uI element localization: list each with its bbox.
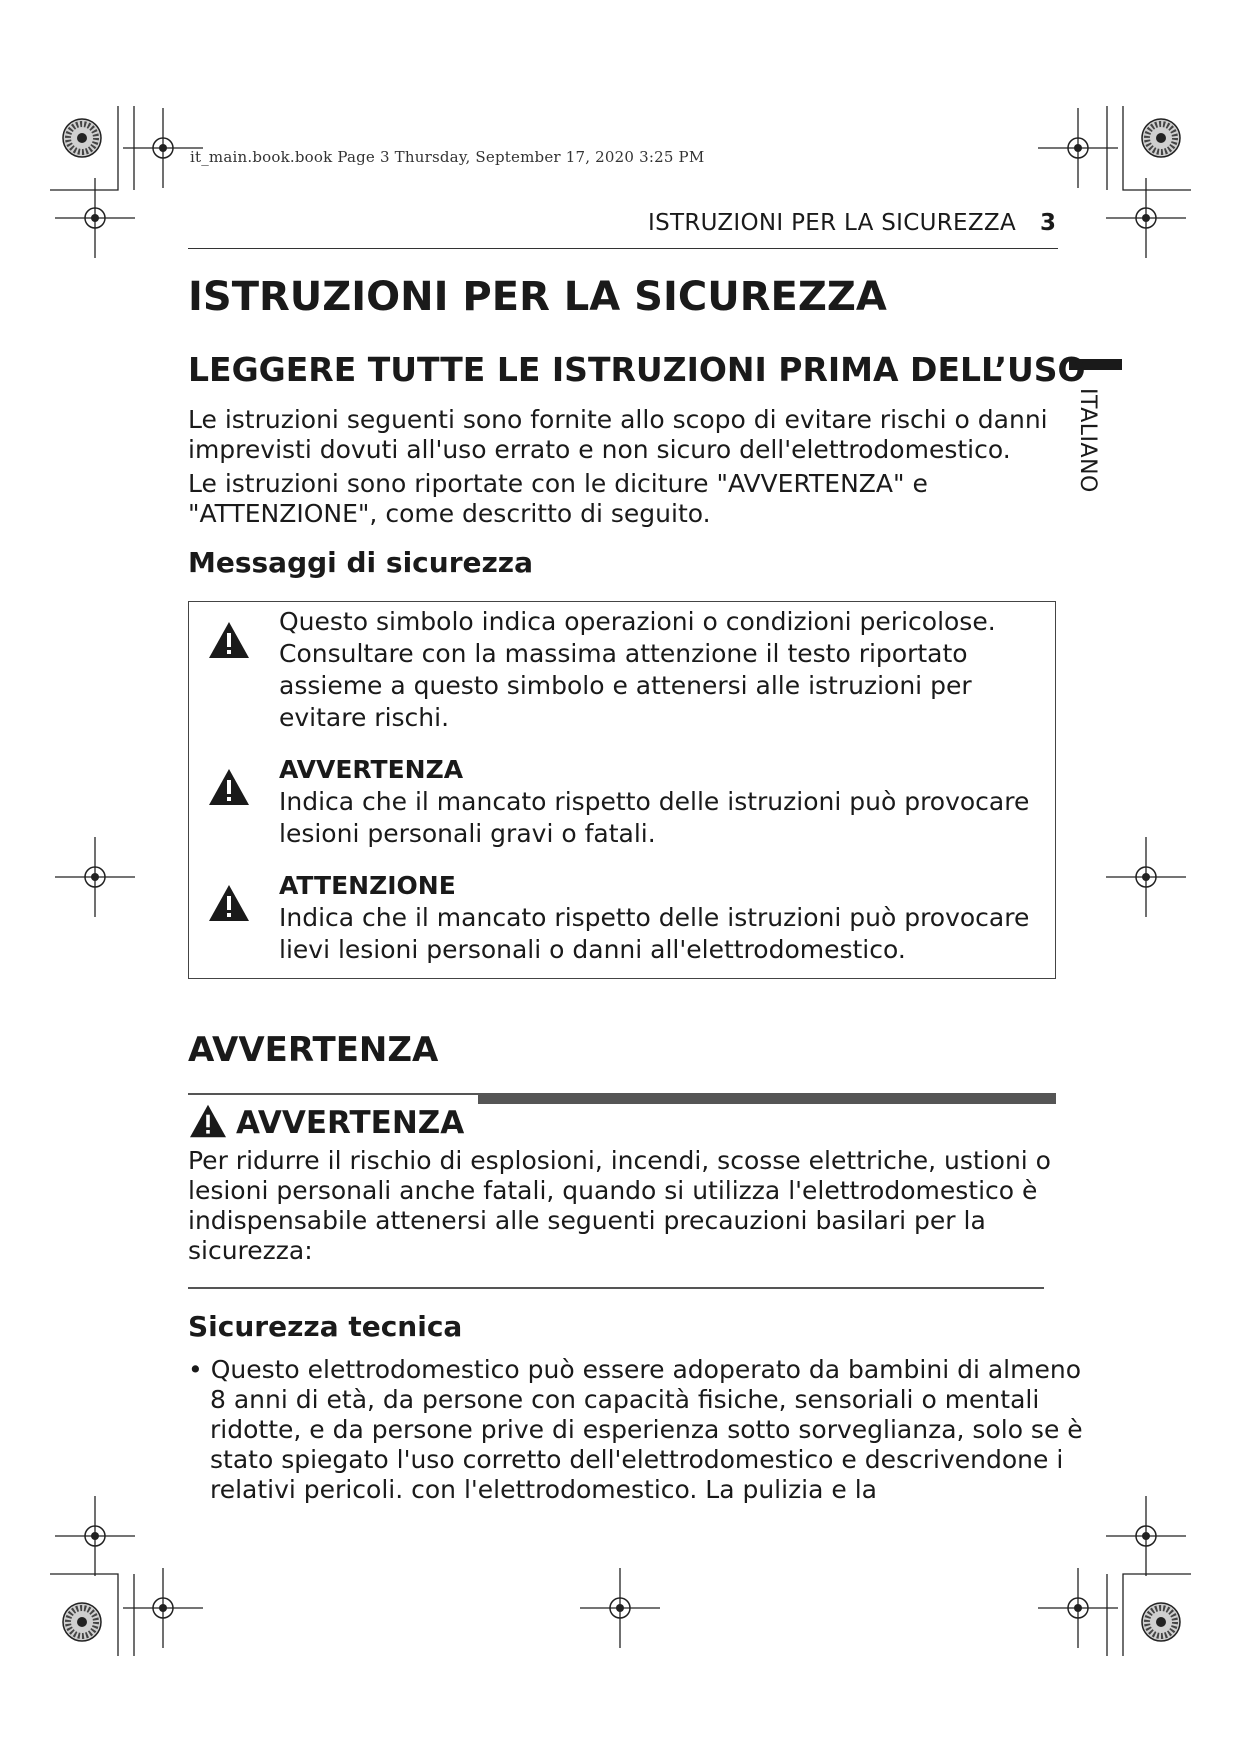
technical-safety-bullet: • Questo elettrodomestico può essere adoperato da bambini di almeno 8 anni di età, da persone con capacità fisiche, sensoriali o mentali ridotte, e da persone prive di esperienza sotto sorveglianza, solo se è stato spiegato l'uso corretto dell'elettrodomestico e descrivendone i relativi pericoli. con l'elettrodomestico. La pulizia e la: [188, 1355, 1083, 1504]
page-title: ISTRUZIONI PER LA SICUREZZA: [188, 274, 887, 320]
warning-triangle-icon: [207, 620, 251, 660]
warning-box-end-rule: [188, 1287, 1044, 1289]
safety-messages-heading: Messaggi di sicurezza: [188, 546, 533, 579]
side-tab-language: ITALIANO: [1075, 388, 1100, 493]
safety-messages-box: [188, 601, 1056, 979]
print-info-slug: it_main.book.book Page 3 Thursday, September 17, 2020 3:25 PM: [190, 148, 705, 166]
running-header: [188, 208, 1058, 249]
warning-triangle-icon: [188, 1103, 228, 1139]
warning-box-text: Per ridurre il rischio di esplosioni, incendi, scosse elettriche, ustioni o lesioni personali anche fatali, quando si utilizza l'elettrodomestico è indispensabile attenersi alle seguenti precauzioni basilari per la sicurezza:: [188, 1146, 1051, 1265]
safety-message-text: Indica che il mancato rispetto delle istruzioni può provocare lesioni personali gravi o fatali.: [279, 787, 1030, 848]
technical-safety-heading: Sicurezza tecnica: [188, 1310, 463, 1343]
page-subtitle: LEGGERE TUTTE LE ISTRUZIONI PRIMA DELL’USO: [188, 350, 1086, 389]
warning-triangle-icon: [207, 767, 251, 807]
intro-paragraph: Le istruzioni seguenti sono fornite allo scopo di evitare rischi o danni imprevisti dovuti all'uso errato e non sicuro dell'elettrodomestico.: [188, 405, 1048, 464]
warning-rule-thick: [478, 1093, 1056, 1104]
warning-box-label: AVVERTENZA: [236, 1105, 465, 1141]
intro-paragraph: Le istruzioni sono riportate con le diciture "AVVERTENZA" e "ATTENZIONE", come descritto di seguito.: [188, 469, 928, 528]
safety-message-caution: [279, 870, 1049, 966]
warning-section-heading: AVVERTENZA: [188, 1030, 439, 1070]
safety-message-label: AVVERTENZA: [279, 755, 464, 784]
warning-box-header: [188, 1103, 464, 1141]
safety-message-symbol: [279, 606, 1049, 734]
safety-message-text: Indica che il mancato rispetto delle istruzioni può provocare lievi lesioni personali o danni all'elettrodomestico.: [279, 903, 1030, 964]
safety-message-warning: [279, 754, 1049, 850]
warning-triangle-icon: [207, 883, 251, 923]
safety-message-label: ATTENZIONE: [279, 871, 456, 900]
warning-rule-thin: [188, 1093, 478, 1095]
running-header-title: ISTRUZIONI PER LA SICUREZZA: [647, 210, 1016, 236]
safety-message-text: Questo simbolo indica operazioni o condizioni pericolose. Consultare con la massima attenzione il testo riportato assieme a questo simbolo e attenersi alle istruzioni per evitare rischi.: [279, 607, 996, 732]
intro-text: [188, 405, 1068, 533]
page-number: 3: [1039, 210, 1056, 236]
